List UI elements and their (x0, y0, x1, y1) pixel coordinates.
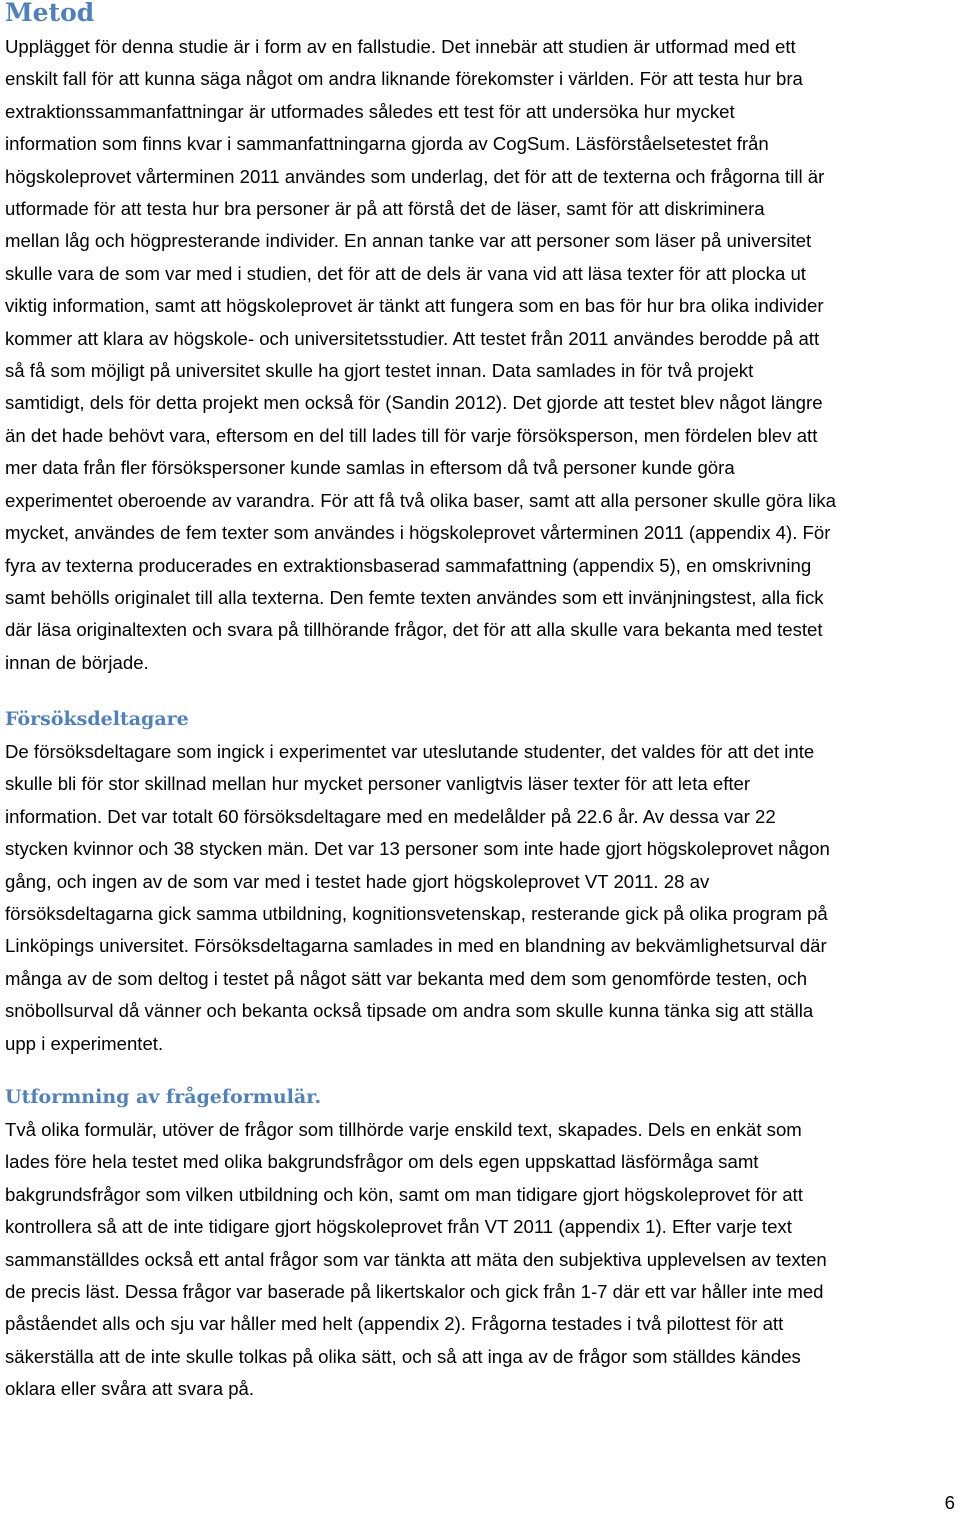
section-heading-forsoksdeltagare: Försöksdeltagare (5, 708, 189, 730)
page-number: 6 (944, 1492, 955, 1513)
section-heading-metod: Metod (5, 0, 95, 27)
section-heading-utformning: Utformning av frågeformulär. (5, 1086, 322, 1108)
section-paragraph-metod: Upplägget för denna studie är i form av en fallstudie. Det innebär att studien är utformad med ett enskilt fall för att kunna säga något om andra liknande förekomster i världen. För att testa hur bra extraktionssammanfattningar är utformades således ett test för att undersöka hur mycket information som finns kvar i sammanfattningarna gjorda av CogSum. Läsförståelsetestet från högskoleprovet vårterminen 2011 användes som underlag, det för att de texterna och frågorna till är utformade för att testa hur bra personer är på att förstå det de läser, samt för att diskriminera mellan låg och högpresterande individer. En annan tanke var att personer som läser på universitet skulle vara de som var med i studien, det för att de dels är vana vid att läsa texter för att plocka ut viktig information, samt att högskoleprovet är tänkt att fungera som en bas för hur bra olika individer kommer att klara av högskole- och universitetsstudier. Att testet från 2011 användes berodde på att så få som möjligt på universitet skulle ha gjort testet innan. Data samlades in för två projekt samtidigt, dels för detta projekt men också för (Sandin 2012). Det gjorde att testet blev något längre än det hade behövt vara, eftersom en del till lades till för varje försöksperson, men fördelen blev att mer data från fler försökspersoner kunde samlas in eftersom då två personer kunde göra experimentet oberoende av varandra. För att få två olika baser, samt att alla personer skulle göra lika mycket, användes de fem texter som användes i högskoleprovet vårterminen 2011 (appendix 4). För fyra av texterna producerades en extraktionsbaserad sammafattning (appendix 5), en omskrivning samt behölls originalet till alla texterna. Den femte texten användes som ett invänjningstest, alla fick där läsa originaltexten och svara på tillhörande frågor, det för att alla skulle vara bekanta med testet innan de började. (5, 36, 836, 673)
section-paragraph-utformning: Två olika formulär, utöver de frågor som tillhörde varje enskild text, skapades. Dels en enkät som lades före hela testet med olika bakgrundsfrågor om dels egen uppskattad läsförmåga samt bakgrundsfrågor som vilken utbildning och kön, samt om man tidigare gjort högskoleprovet för att kontrollera så att de inte tidigare gjort högskoleprovet från VT 2011 (appendix 1). Efter varje text sammanställdes också ett antal frågor som var tänkta att mäta den subjektiva upplevelsen av texten de precis läst. Dessa frågor var baserade på likertskalor och gick från 1-7 där ett var håller inte med påståendet alls och sju var håller med helt (appendix 2). Frågorna testades i två pilottest för att säkerställa att de inte skulle tolkas på olika sätt, och så att inga av de frågor som ställdes kändes oklara eller svåra att svara på. (5, 1119, 827, 1400)
section-paragraph-forsoksdeltagare: De försöksdeltagare som ingick i experimentet var uteslutande studenter, det valdes för att det inte skulle bli för stor skillnad mellan hur mycket personer vanligtvis läser texter för att leta efter information. Det var totalt 60 försöksdeltagare med en medelålder på 22.6 år. Av dessa var 22 stycken kvinnor och 38 stycken män. Det var 13 personer som inte hade gjort högskoleprovet någon gång, och ingen av de som var med i testet hade gjort högskoleprovet VT 2011. 28 av försöksdeltagarna gick samma utbildning, kognitionsvetenskap, resterande gick på olika program på Linköpings universitet. Försöksdeltagarna samlades in med en blandning av bekvämlighetsurval där många av de som deltog i testet på något sätt var bekanta med dem som genomförde testen, och snöbollsurval då vänner och bekanta också tipsade om andra som skulle kunna tänka sig att ställa upp i experimentet. (5, 741, 830, 1054)
